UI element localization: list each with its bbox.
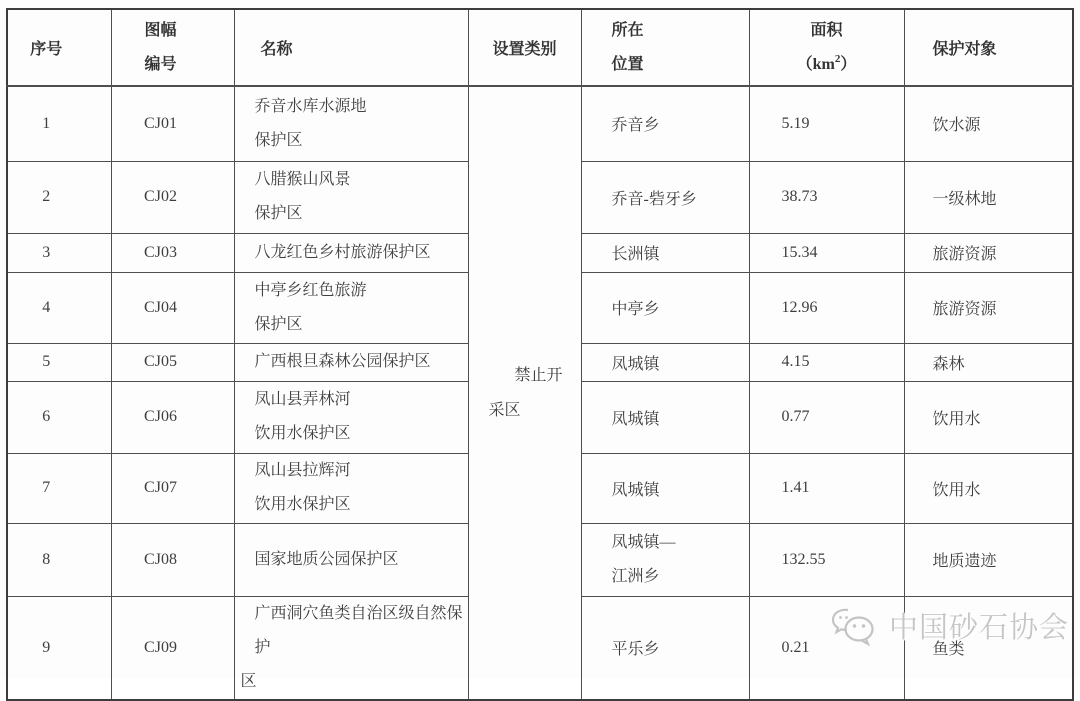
cell-category-merged: 禁止开 采区 xyxy=(468,86,581,700)
cell-area: 38.73 xyxy=(749,161,904,233)
header-name: 名称 xyxy=(234,9,468,86)
cell-area: 132.55 xyxy=(749,523,904,596)
cell-name: 八龙红色乡村旅游保护区 xyxy=(234,233,468,272)
cell-sheet-code: CJ06 xyxy=(111,381,234,453)
header-row xyxy=(7,9,1073,86)
cell-name: 广西根旦森林公园保护区 xyxy=(234,343,468,381)
cell-target: 饮用水 xyxy=(904,453,1073,523)
header-area-line1: 面积 xyxy=(810,21,843,39)
cell-target: 旅游资源 xyxy=(904,233,1073,272)
cell-target: 森林 xyxy=(904,343,1073,381)
header-location xyxy=(581,9,749,86)
cell-location: 长洲镇 xyxy=(581,233,749,272)
cell-location: 乔音-砦牙乡 xyxy=(581,161,749,233)
cell-serial: 9 xyxy=(7,596,111,700)
cell-sheet-code: CJ02 xyxy=(111,161,234,233)
cell-location: 中亭乡 xyxy=(581,272,749,343)
cell-name: 凤山县拉辉河 饮用水保护区 xyxy=(234,453,468,523)
cell-location: 凤城镇 xyxy=(581,381,749,453)
header-sheet-code-line2: 编号 xyxy=(144,55,177,73)
cell-sheet-code: CJ01 xyxy=(111,86,234,161)
cell-target: 饮用水 xyxy=(904,381,1073,453)
cell-name: 凤山县弄林河 饮用水保护区 xyxy=(234,381,468,453)
cell-sheet-code: CJ09 xyxy=(111,596,234,700)
header-location-line2: 位置 xyxy=(611,55,644,73)
header-location-line1: 所在 xyxy=(611,21,644,39)
cell-target: 旅游资源 xyxy=(904,272,1073,343)
area-unit-superscript: 2 xyxy=(834,52,841,65)
cell-sheet-code: CJ08 xyxy=(111,523,234,596)
cell-serial: 3 xyxy=(7,233,111,272)
cell-area: 12.96 xyxy=(749,272,904,343)
header-category: 设置类别 xyxy=(468,9,581,86)
cell-target: 鱼类 xyxy=(904,596,1073,700)
cell-sheet-code: CJ04 xyxy=(111,272,234,343)
cell-name: 国家地质公园保护区 xyxy=(234,523,468,596)
cell-location: 平乐乡 xyxy=(581,596,749,700)
cell-sheet-code: CJ03 xyxy=(111,233,234,272)
cell-location: 乔音乡 xyxy=(581,86,749,161)
header-sheet-code-line1: 图幅 xyxy=(144,21,177,39)
header-serial: 序号 xyxy=(7,9,111,86)
cell-serial: 1 xyxy=(7,86,111,161)
cell-serial: 5 xyxy=(7,343,111,381)
cell-target: 饮水源 xyxy=(904,86,1073,161)
cell-target: 一级林地 xyxy=(904,161,1073,233)
cell-area: 4.15 xyxy=(749,343,904,381)
header-target: 保护对象 xyxy=(904,9,1073,86)
cell-serial: 7 xyxy=(7,453,111,523)
cell-serial: 2 xyxy=(7,161,111,233)
cell-area: 5.19 xyxy=(749,86,904,161)
cell-serial: 8 xyxy=(7,523,111,596)
protection-zones-table xyxy=(6,8,1074,701)
cell-name: 中亭乡红色旅游 保护区 xyxy=(234,272,468,343)
table-row xyxy=(7,86,1073,161)
cell-area: 0.21 xyxy=(749,596,904,700)
cell-location: 凤城镇 xyxy=(581,453,749,523)
cell-location: 凤城镇— 江洲乡 xyxy=(581,523,749,596)
cell-sheet-code: CJ07 xyxy=(111,453,234,523)
header-area xyxy=(749,9,904,86)
header-area-unit: $(km^2)$ xyxy=(796,52,857,73)
cell-location: 凤城镇 xyxy=(581,343,749,381)
header-sheet-code xyxy=(111,9,234,86)
cell-area: 0.77 xyxy=(749,381,904,453)
cell-area: 15.34 xyxy=(749,233,904,272)
cell-target: 地质遗迹 xyxy=(904,523,1073,596)
cell-name: 广西洞穴鱼类自治区级自然保护 区 xyxy=(234,596,468,700)
cell-serial: 4 xyxy=(7,272,111,343)
cell-area: 1.41 xyxy=(749,453,904,523)
cell-name: 八腊猴山风景 保护区 xyxy=(234,161,468,233)
cell-sheet-code: CJ05 xyxy=(111,343,234,381)
watermark-text: 中国砂石协会 xyxy=(889,611,1070,644)
cell-serial: 6 xyxy=(7,381,111,453)
cell-name: 乔音水库水源地 保护区 xyxy=(234,86,468,161)
